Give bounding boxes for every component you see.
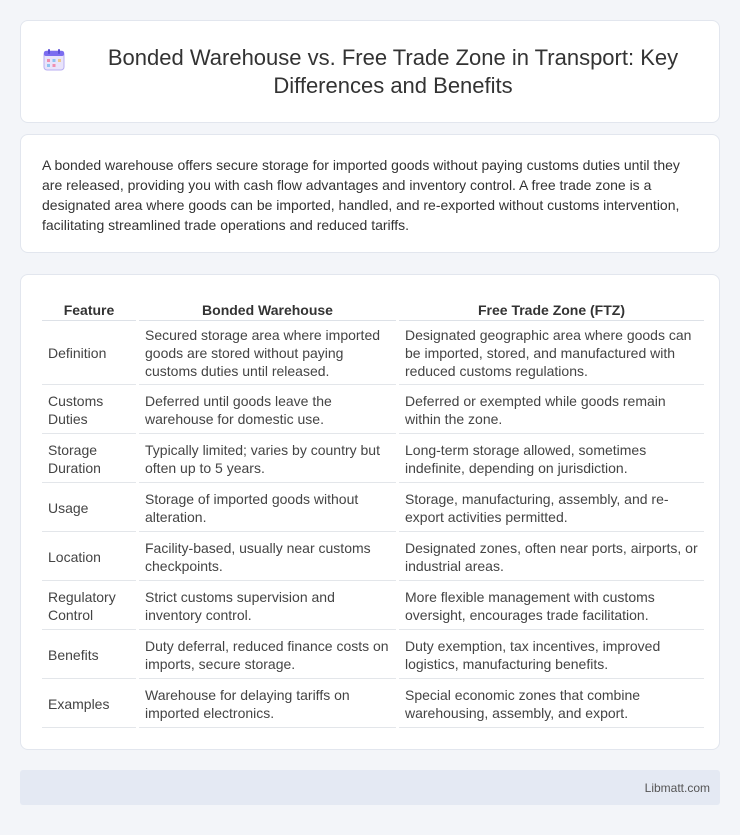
row-feature: Examples — [42, 679, 136, 728]
page-title: Bonded Warehouse vs. Free Trade Zone in Transport: Key Differences and Benefits — [107, 44, 679, 98]
row-bonded: Deferred until goods leave the warehouse for domestic use. — [139, 385, 396, 434]
table-header-row — [42, 295, 704, 321]
footer-brand[interactable]: Libmatt.com — [644, 780, 710, 795]
header-card — [20, 20, 720, 123]
row-feature: Usage — [42, 483, 136, 532]
row-bonded: Warehouse for delaying tariffs on imported electronics. — [139, 679, 396, 728]
table-row — [42, 434, 704, 483]
row-ftz: Special economic zones that combine warehousing, assembly, and export. — [399, 679, 704, 728]
intro-card — [20, 134, 720, 253]
table-row — [42, 385, 704, 434]
table-row — [42, 679, 704, 728]
row-feature: Definition — [42, 321, 136, 385]
footer — [20, 770, 720, 805]
header-feature: Feature — [42, 295, 136, 321]
row-feature: Storage Duration — [42, 434, 136, 483]
calendar-icon — [41, 47, 67, 73]
table-row — [42, 483, 704, 532]
row-feature: Benefits — [42, 630, 136, 679]
row-bonded: Duty deferral, reduced finance costs on imports, secure storage. — [139, 630, 396, 679]
row-feature: Customs Duties — [42, 385, 136, 434]
row-bonded: Typically limited; varies by country but often up to 5 years. — [139, 434, 396, 483]
table-row — [42, 321, 704, 385]
row-ftz: Designated geographic area where goods can be imported, stored, and manufactured with reduced customs regulations. — [399, 321, 704, 385]
row-ftz: Storage, manufacturing, assembly, and re-export activities permitted. — [399, 483, 704, 532]
row-ftz: Deferred or exempted while goods remain within the zone. — [399, 385, 704, 434]
comparison-card — [20, 274, 720, 750]
intro-paragraph: A bonded warehouse offers secure storage for imported goods without paying customs duties until they are released, providing you with cash flow advantages and inventory control. A free trade zone is a designated area where goods can be imported, handled, and re-exported without customs intervention, facilitating streamlined trade operations and reduced tariffs. — [42, 157, 680, 233]
header-free-trade-zone: Free Trade Zone (FTZ) — [399, 295, 704, 321]
row-ftz: More flexible management with customs oversight, encourages trade facilitation. — [399, 581, 704, 630]
table-row — [42, 532, 704, 581]
header-bonded-warehouse: Bonded Warehouse — [139, 295, 396, 321]
table-row — [42, 630, 704, 679]
comparison-table — [39, 295, 707, 728]
table-row — [42, 581, 704, 630]
row-feature: Location — [42, 532, 136, 581]
row-ftz: Designated zones, often near ports, airports, or industrial areas. — [399, 532, 704, 581]
row-ftz: Long-term storage allowed, sometimes indefinite, depending on jurisdiction. — [399, 434, 704, 483]
row-bonded: Secured storage area where imported goods are stored without paying customs duties until released. — [139, 321, 396, 385]
row-ftz: Duty exemption, tax incentives, improved logistics, manufacturing benefits. — [399, 630, 704, 679]
row-bonded: Storage of imported goods without alteration. — [139, 483, 396, 532]
row-bonded: Strict customs supervision and inventory control. — [139, 581, 396, 630]
row-bonded: Facility-based, usually near customs checkpoints. — [139, 532, 396, 581]
row-feature: Regulatory Control — [42, 581, 136, 630]
